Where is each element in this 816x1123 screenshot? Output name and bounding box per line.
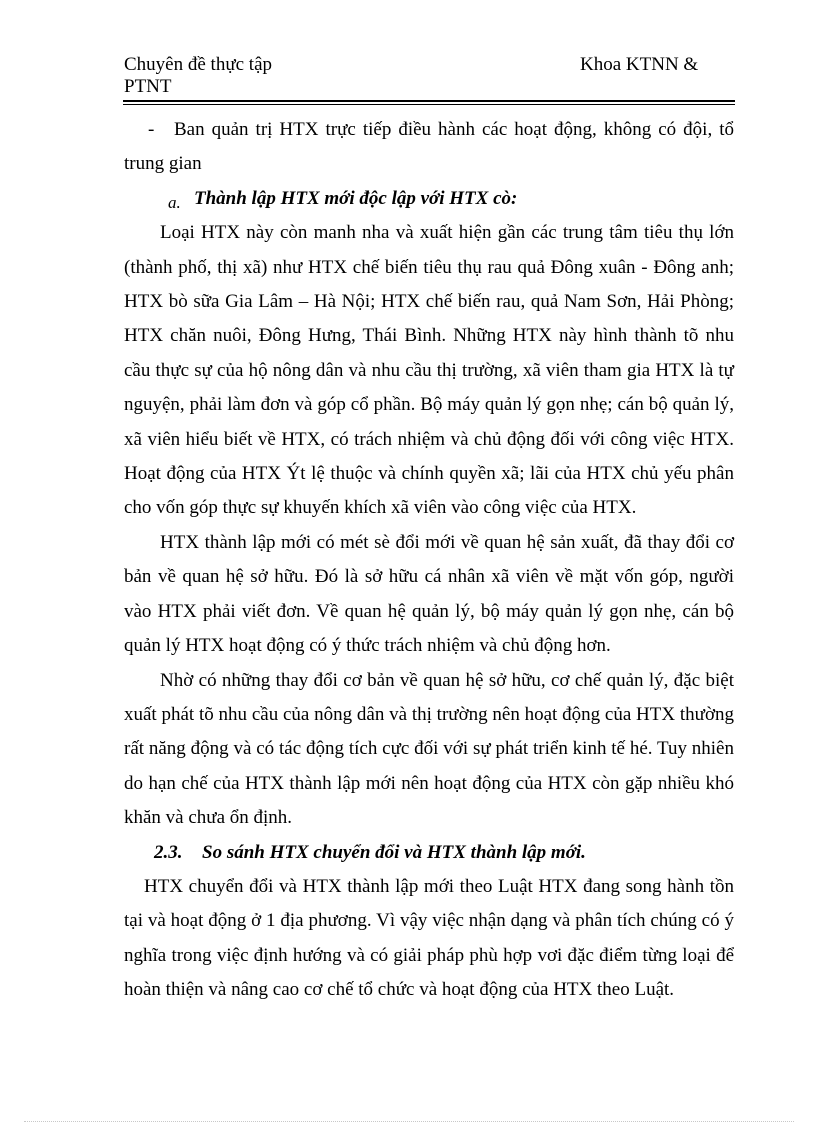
paragraph-4: HTX chuyển đổi và HTX thành lập mới theo Luật HTX đang song hành tồn tại và hoạt động ở 1 địa phương. Vì vậy việc nhận dạng và phân tích chúng có ý nghĩa trong việc định hướng và có giải pháp phù hợp vơi đặc điểm từng loại để hoàn thiện và nâng cao cơ chế tổ chức và hoạt động của HTX theo Luật. [124, 875, 734, 1001]
page-bottom-border [24, 1121, 794, 1122]
header-course-title: Chuyên đề thực tập [124, 54, 273, 75]
section-2-3-title: So sánh HTX chuyển đổi và HTX thành lập mới. [202, 841, 586, 863]
section-a-title: Thành lập HTX mới độc lập với HTX cò: [194, 187, 518, 209]
dash-marker: - [148, 119, 155, 140]
section-a-heading [124, 182, 734, 216]
section-2-3-number: 2.3. [154, 841, 183, 863]
paragraph-2: HTX thành lập mới có mét sè đổi mới về quan hệ sản xuất, đã thay đổi cơ bản về quan hệ sở hữu. Đó là sở hữu cá nhân xã viên về mặt vốn góp, người vào HTX phải viết đơn. Về quan hệ quản lý, bộ máy quản lý gọn nhẹ, cán bộ quản lý HTX hoạt động có ý thức trách nhiệm và chủ động hơn. [124, 531, 734, 657]
header-faculty: Khoa KTNN & [580, 54, 699, 75]
header-rule-thin [123, 104, 735, 105]
paragraph-3: Nhờ có những thay đổi cơ bản về quan hệ sở hữu, cơ chế quản lý, đặc biệt xuất phát tõ nhu cầu của nông dân và thị trường nên hoạt động của HTX thường rất năng động và có tác động tích cực đối với sự phát triển kinh tế hé. Tuy nhiên do hạn chế của HTX thành lập mới nên hoạt động của HTX còn gặp nhiều khó khăn và chưa ổn định. [124, 669, 734, 829]
bullet-item [124, 113, 734, 182]
paragraph-1: Loại HTX này còn manh nha và xuất hiện gần các trung tâm tiêu thụ lớn (thành phố, thị xã) như HTX chế biến tiêu thụ rau quả Đông xuân - Đông anh; HTX bò sữa Gia Lâm – Hà Nội; HTX chế biến rau, quả Nam Sơn, Hải Phòng; HTX chăn nuôi, Đông Hưng, Thái Bình. Những HTX này hình thành tõ nhu cầu thực sự của hộ nông dân và nhu cầu thị trường, xã viên tham gia HTX là tự nguyện, phải làm đơn và góp cổ phần. Bộ máy quản lý gọn nhẹ; cán bộ quản lý, xã viên hiểu biết về HTX, có trách nhiệm và chủ động đối với công việc HTX. Hoạt động của HTX Ýt lệ thuộc và chính quyền xã; lãi của HTX chủ yếu phân cho vốn góp thực sự khuyến khích xã viên vào công việc của HTX. [124, 222, 734, 519]
header-faculty-continuation: PTNT [124, 76, 172, 97]
section-a-label: a. [168, 192, 181, 212]
document-body [124, 113, 734, 1008]
section-2-3-heading [124, 836, 734, 870]
header-rule-thick [123, 100, 735, 102]
bullet-text: Ban quản trị HTX trực tiếp điều hành các hoạt động, không có đội, tổ trung gian [124, 119, 734, 175]
